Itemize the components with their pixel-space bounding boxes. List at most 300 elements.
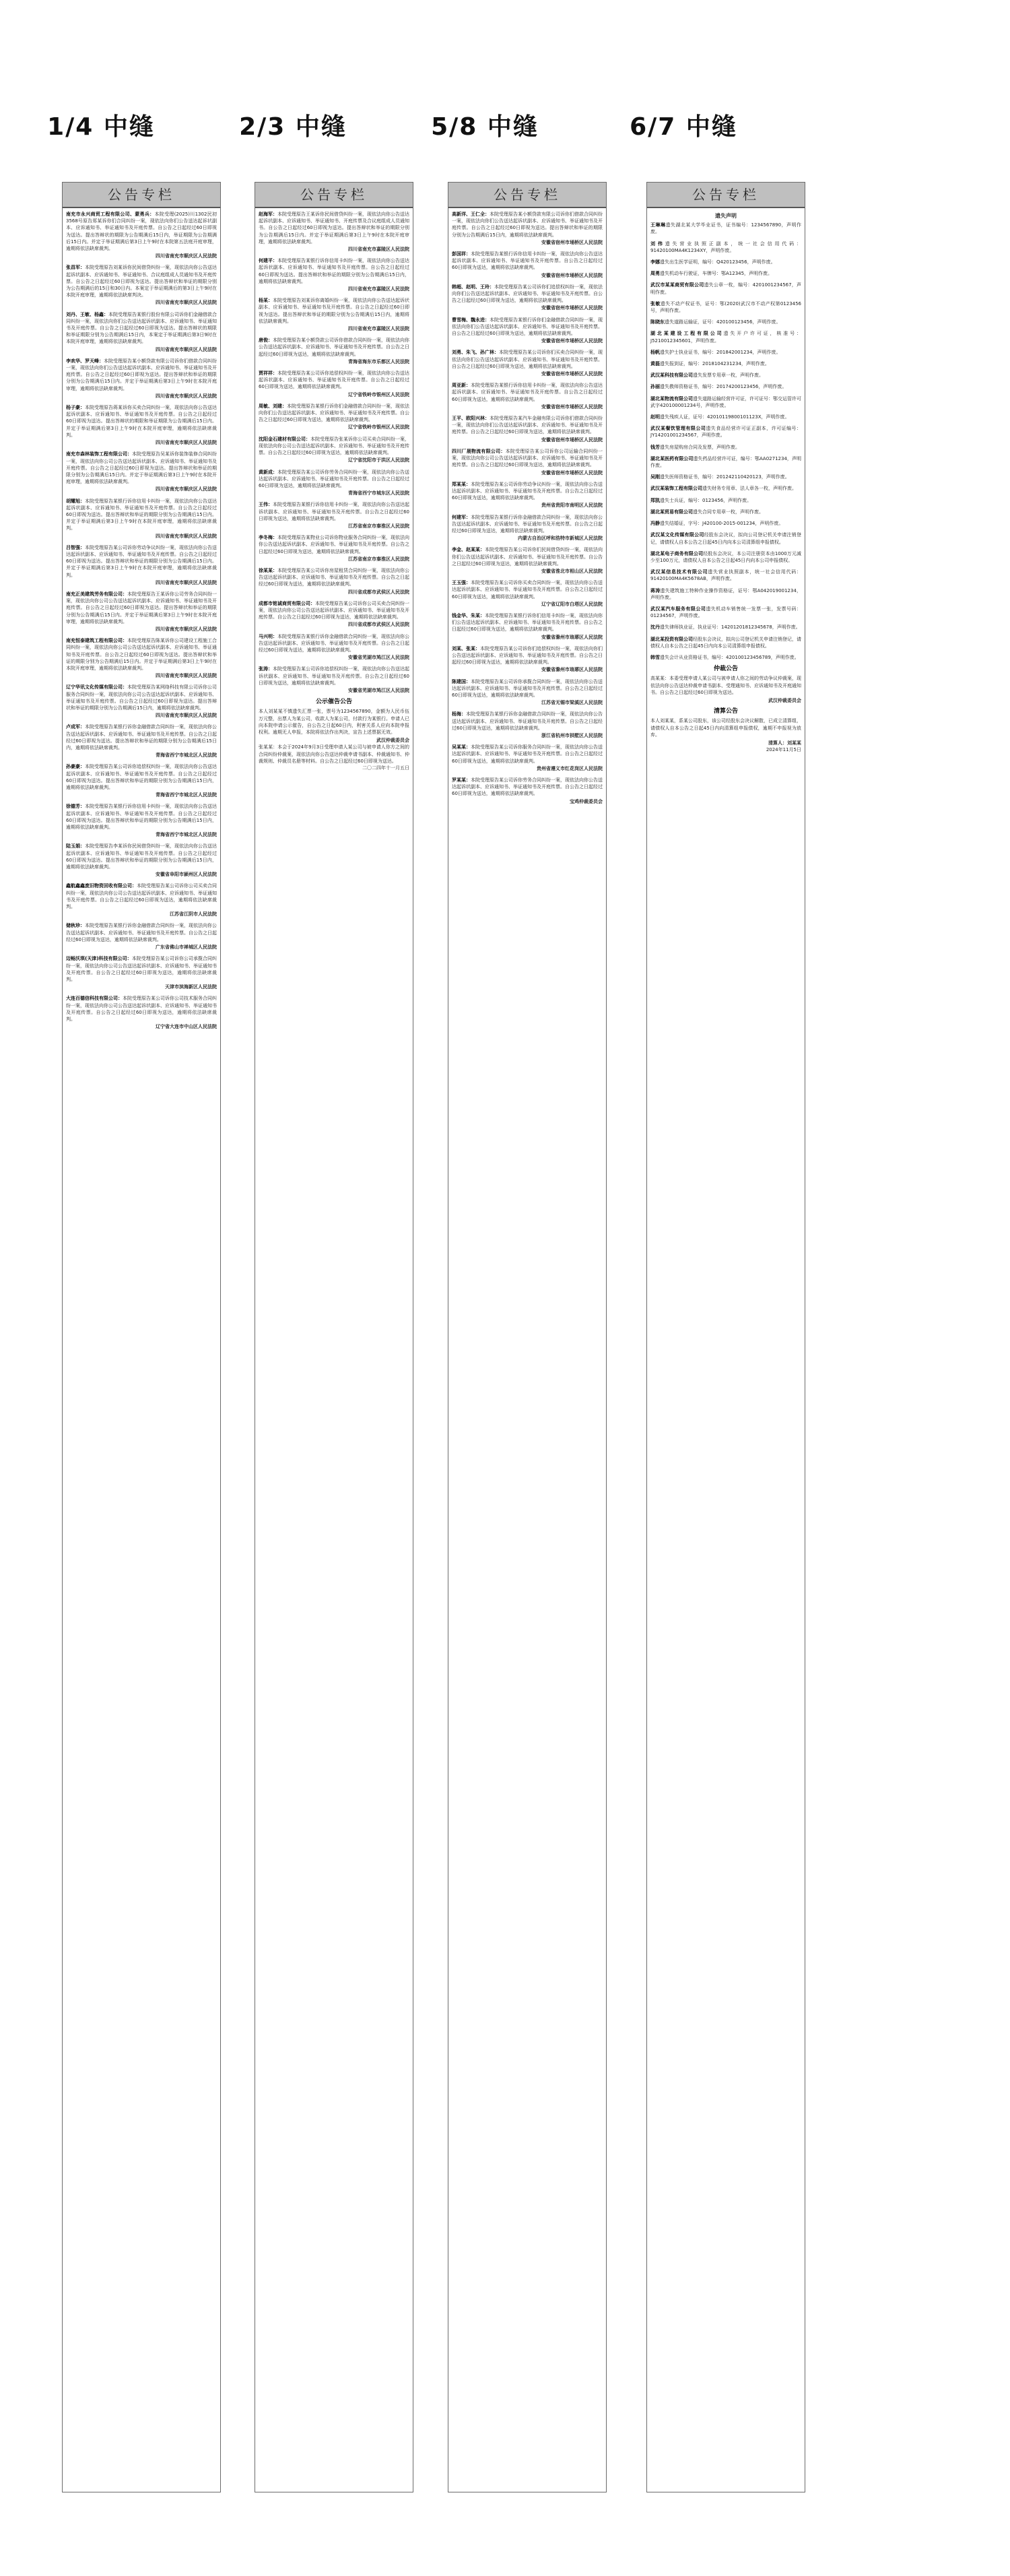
- notice-signature: 浙江省杭州市拱墅区人民法院: [541, 733, 603, 738]
- notice-item: [259, 600, 409, 629]
- notice-text: [452, 211, 603, 238]
- notice-body: 本院受理原告陈某诉你公司建设工程施工合同纠纷一案，现依法向你公司公告送达起诉状副本、应诉通知书、举证通知书及开庭传票。自公告之日起经过60日即视为送达。提出答辩状和举证的期限分别为公告期满后15日内。并定于举证期满后第3日上午9时在本院开庭审理，逾期将依法缺席裁判。: [66, 638, 217, 671]
- notice-signature: 四川省南充市顺庆区人民法院: [156, 673, 217, 679]
- notice-signature: 安徽省宿州市埇桥区人民法院: [541, 404, 603, 410]
- notice-text: [452, 678, 603, 699]
- notice-text: [66, 451, 217, 485]
- notice-signature: 安徽省宿州市埇桥区人民法院: [541, 305, 603, 311]
- notice-addressee: 李欢华、罗天峰：: [66, 358, 104, 364]
- notice-signature: 江苏省无锡市梁溪区人民法院: [541, 700, 603, 706]
- notice-body: 遗失建筑施工特种作业操作资格证，证号：鄂A042019001234，声明作废。: [650, 587, 802, 600]
- notice-text: [66, 882, 217, 910]
- notice-signature: 辽宁省大连市中山区人民法院: [156, 1024, 217, 1030]
- notice-addressee: 大连百德信科技有限公司：: [66, 996, 123, 1002]
- notice-body: 本院受理原告某银行诉你们金融借款合同纠纷一案，现依法向你们公告送达起诉状副本、应诉通知书、举证通知书及开庭传票。自公告之日起经过60日即视为送达，逾期将依法缺席裁判。: [452, 317, 603, 337]
- notice-addressee: 杨某：: [259, 298, 273, 304]
- notice-body: 遗失湖北某大学毕业证书，证书编号：1234567890，声明作废。: [650, 222, 801, 235]
- notice-text: [259, 211, 409, 245]
- notice-signature: 四川省南充市顺庆区人民法院: [156, 579, 217, 585]
- notice-signature: 内蒙古自治区呼和浩特市新城区人民法院: [518, 536, 603, 542]
- notice-signature: 安徽省滁州市琅琊区人民法院: [541, 634, 603, 640]
- notice-addressee: 何建平：: [259, 258, 277, 264]
- notice-body: 本院受理原告张某诉你公司买卖合同纠纷一案，现依法向你公司公告送达起诉状副本、应诉通知书、举证通知书及开庭传票。自公告之日起经过60日即视为送达，逾期将依法缺席裁判。: [259, 436, 409, 456]
- notice-text: [650, 300, 801, 314]
- notice-addressee: 张涛：: [259, 666, 273, 672]
- notice-addressee: 钱芳: [650, 444, 660, 450]
- notice-body: 遗失医师资格证书，编号：201242110420123，声明作废。: [660, 474, 790, 480]
- notice-body: 本院受理原告某银行诉你信用卡纠纷一案，现依法向你公告送达起诉状副本、应诉通知书、举证通知书及开庭传票。自公告之日起经过60日即视为送达。提出答辩状和举证的期限分别为公告期满后15日内，逾期将依法缺席裁判。: [66, 804, 217, 831]
- notice-column-1: [62, 182, 221, 2492]
- column-header: 公告专栏: [63, 183, 220, 208]
- notice-body: 本院受理原告某银行诉你信用卡纠纷一案，现依法向你公告送达起诉状副本、应诉通知书、举证通知书及开庭传票。自公告之日起经过60日即视为送达，逾期将依法缺席裁判。: [452, 251, 603, 271]
- notice-signature: 四川省南充市嘉陵区人民法院: [348, 326, 409, 332]
- notice-body: 遗失残疾人证，证号：42010119800101123X，声明作废。: [660, 414, 790, 420]
- notice-text: [66, 922, 217, 943]
- notice-signature: 四川省南充市顺庆区人民法院: [156, 440, 217, 446]
- notice-addressee: 孙丽: [650, 384, 660, 390]
- notice-body: 本院受理原告某银行诉你们金融借款合同纠纷一案，现依法向你们公告送达起诉状副本、应诉通知书、举证通知书及开庭传票。自公告之日起经过60日即视为送达，逾期将依法缺席裁判。: [259, 403, 409, 423]
- notice-body: 本院受理原告某公司诉你追偿权纠纷一案，现依法向你公告送达起诉状副本、应诉通知书、举证通知书及开庭传票。自公告之日起经过60日即视为送达，逾期将依法缺席裁判。: [259, 371, 409, 390]
- notice-signature: 青海省西宁市城北区人民法院: [156, 832, 217, 838]
- notice-text: [66, 843, 217, 870]
- block-text: 高某某：本委受理申请人某公司与被申请人你之间的劳动争议仲裁案，现依法向你公告送达仲裁申请书副本、受理通知书、应诉通知书及开庭通知书。自公告之日起经过60日即视为送达。: [650, 676, 801, 695]
- notice-signature: 四川省南充市嘉陵区人民法院: [348, 247, 409, 253]
- notice-addressee: 吴某某：: [452, 744, 471, 750]
- notice-item: [66, 544, 217, 586]
- notice-body: 本院受理原告某银行诉你信用卡纠纷一案，现依法向你公告送达起诉状副本、应诉通知书、举证通知书及开庭传票。自公告之日起经过60日即视为送达，逾期将依法缺席裁判。: [259, 502, 409, 521]
- column-body: [647, 208, 805, 761]
- column-body: [255, 208, 413, 779]
- notice-item: [452, 514, 603, 542]
- notice-item: [650, 569, 801, 582]
- notice-addressee: 吕智强：: [66, 544, 85, 550]
- notice-item: [66, 498, 217, 540]
- notice-signature: 天津市滨海新区人民法院: [165, 984, 217, 990]
- notice-item: [452, 777, 603, 805]
- notice-addressee: 湖北某物流有限公司: [650, 395, 693, 401]
- block-signature-2: 清算人：刘某某: [768, 740, 801, 746]
- notice-body: 本院受理原告某公司诉你公司买卖合同纠纷一案，现依法向你公司公告送达起诉状副本、应诉通知书、举证通知书及开庭传票。自公告之日起经过60日即视为送达，逾期将依法缺席裁判。: [259, 600, 409, 620]
- notice-text: [66, 544, 217, 579]
- notice-text: [66, 637, 217, 672]
- notice-body: 遗失不动产权证书，证号：鄂(2020)武汉市不动产权第0123456号，声明作废。: [650, 300, 802, 314]
- notice-addressee: 杨子豪：: [66, 405, 85, 411]
- block-title-2: 清算公告: [713, 708, 738, 715]
- notice-item: [66, 803, 217, 838]
- notice-item: [259, 370, 409, 398]
- notice-signature: 安徽省淮北市相山区人民法院: [541, 568, 603, 574]
- notice-signature: 四川省成都市武侯区人民法院: [348, 589, 409, 595]
- notice-body: 遗失机动车销售统一发票一张，发票号码：01234567，声明作废。: [650, 606, 802, 619]
- notice-body: 遗失合同专用章一枚，声明作废。: [693, 509, 764, 515]
- notice-item: [650, 259, 801, 265]
- notice-text: [650, 330, 801, 344]
- notice-item: [650, 550, 801, 564]
- notice-item: [650, 509, 801, 515]
- notice-item: [452, 546, 603, 575]
- notice-item: [650, 444, 801, 451]
- notice-item: [650, 222, 801, 235]
- notice-text: [650, 474, 801, 480]
- notice-item: [452, 678, 603, 707]
- notice-text: [650, 455, 801, 469]
- notice-body: 遗失士兵证，编号：0123456，声明作废。: [660, 497, 752, 503]
- col-label-3: 5/8 中缝: [431, 113, 539, 141]
- notice-addressee: 孙豪豪：: [66, 764, 85, 770]
- notice-body: 遗失开户许可证，核准号：J5210012345601，声明作废。: [650, 331, 801, 344]
- notice-body: 遗失公章一枚，编号：4201001234567，声明作废。: [650, 282, 801, 295]
- notice-text: [650, 282, 801, 295]
- notice-addressee: 湖北某建设工程有限公司: [650, 331, 724, 337]
- notice-text: [650, 349, 801, 356]
- notice-body: 本院受理原告某公司诉你买卖合同纠纷一案，现依法向你公告送达起诉状副本、应诉通知书、举证通知书及开庭传票。自公告之日起经过60日即视为送达，逾期将依法缺席裁判。: [452, 580, 603, 600]
- notice-text: [452, 744, 603, 765]
- notice-signature: 广东省佛山市禅城区人民法院: [156, 944, 217, 951]
- notice-signature: 青海省西宁市城北区人民法院: [156, 752, 217, 759]
- notice-item: [452, 612, 603, 641]
- notice-text: [66, 955, 217, 983]
- notice-addressee: 湖北某医药有限公司: [650, 455, 694, 461]
- notice-text: [650, 520, 801, 527]
- notice-addressee: 赵海军：: [259, 212, 277, 217]
- notice-addressee: 唐俊：: [259, 337, 273, 344]
- notice-item: [650, 240, 801, 254]
- notice-text: [259, 666, 409, 686]
- notice-text: [452, 645, 603, 666]
- notice-signature: 青海省西宁市城东区人民法院: [348, 490, 409, 496]
- notice-signature: 辽宁省辽阳市白塔区人民法院: [541, 601, 603, 607]
- block-title: 公示催告公告: [315, 699, 352, 706]
- notice-item: [259, 469, 409, 497]
- notice-addressee: 吴刚: [650, 474, 660, 480]
- notice-body: 本院受理原告某公司诉你公司运输合同纠纷一案，现依法向你公司公告送达起诉状副本、应诉通知书、举证通知书及开庭传票。自公告之日起经过60日即视为送达，逾期将依法缺席裁判。: [452, 448, 603, 468]
- notice-addressee: 迈畅沃琪(天津)科技有限公司：: [66, 956, 132, 962]
- notice-signature: 青海省西宁市城北区人民法院: [156, 792, 217, 798]
- notice-item: [66, 637, 217, 679]
- notice-text: [650, 395, 801, 409]
- notice-body: 本院受理原告某银行诉你金融借款合同纠纷一案，现依法向你公告送达起诉状副本、应诉通知书、举证通知书及开庭传票。自公告之日起经过60日即视为送达，逾期将依法缺席裁判。: [452, 514, 603, 534]
- notice-text: [66, 995, 217, 1023]
- notice-body: 遗失护士执业证书，编号：201842001234，声明作废。: [660, 349, 781, 355]
- notice-addressee: 武汉市某某商贸有限公司: [650, 282, 704, 288]
- notice-body: 遗失机动车行驶证，车牌号：鄂A12345，声明作废。: [660, 271, 773, 277]
- notice-text: [452, 317, 603, 337]
- notice-item: [650, 474, 801, 480]
- notice-item: [66, 955, 217, 990]
- notice-text: [650, 414, 801, 420]
- notice-text: [452, 777, 603, 798]
- notice-body: 遗失出生医学证明，编号：Q420123456，声明作废。: [660, 259, 776, 265]
- col-label-4: 6/7 中缝: [630, 113, 737, 141]
- notice-item: [259, 297, 409, 332]
- notice-signature: 安徽省宿州市埇桥区人民法院: [541, 470, 603, 476]
- notice-column-4: [646, 182, 805, 2492]
- notice-signature: 安徽省宿州市埇桥区人民法院: [541, 437, 603, 443]
- notice-body: 本院受理原告王某诉你公司劳务合同纠纷一案，现依法向你公司公告送达起诉状副本、应诉通知书、举证通知书及开庭传票。自公告之日起经过60日即视为送达。提出答辩状和举证的期限分别为公告期满后15日内。并定于举证期满后第3日上午9时在本院开庭审理，逾期将依法缺席裁判。: [66, 591, 217, 624]
- notice-item: [650, 624, 801, 631]
- notice-item: [650, 425, 801, 439]
- notice-body: 本院受理原告某公司诉你们追偿权纠纷一案，现依法向你们公告送达起诉状副本、应诉通知书、举证通知书及开庭传票。自公告之日起经过60日即视为送达，逾期将依法缺席裁判。: [452, 284, 603, 304]
- notice-column-3: [448, 182, 607, 2492]
- notice-text: [259, 633, 409, 654]
- col-label-1: 1/4 中缝: [47, 113, 155, 141]
- notice-item: [650, 319, 801, 325]
- notice-item: [66, 264, 217, 306]
- notice-addressee: 辽宁华讯文化传媒有限公司：: [66, 684, 127, 690]
- notice-body: 本院受理原告某公司诉你劳务合同纠纷一案，现依法向你公告送达起诉状副本、应诉通知书、举证通知书及开庭传票。自公告之日起经过60日即视为送达，逾期将依法缺席裁判。: [259, 469, 409, 488]
- notice-text: [452, 579, 603, 600]
- notice-text: [650, 550, 801, 564]
- block-signature: 武汉仲裁委员会: [376, 738, 409, 744]
- notice-item: [259, 666, 409, 694]
- notice-item: [259, 633, 409, 662]
- notice-addressee: 刘丹、王敏、杨鑫：: [66, 311, 108, 317]
- notice-item: [650, 300, 801, 314]
- notice-body: 本院受理原告某银行诉你金融借款合同纠纷一案，现依法向你公告送达起诉状副本、应诉通知书、举证通知书及开庭传票。自公告之日起经过60日即视为送达，逾期将依法缺席裁判。: [66, 923, 217, 942]
- notice-item: [66, 211, 217, 259]
- notice-text: [650, 485, 801, 492]
- notice-addressee: 南充市永兴商贸工程有限公司、蒙勇兵：: [66, 212, 155, 217]
- notice-text: [452, 546, 603, 567]
- notice-addressee: 陆玉娟：: [66, 843, 85, 849]
- notice-signature: 安徽省宿州市埇桥区人民法院: [541, 371, 603, 377]
- notice-addressee: 冯静: [650, 521, 660, 527]
- notice-signature: 四川省南充市顺庆区人民法院: [156, 486, 217, 492]
- block-text-2: 本人刘某某，系某公司股东，该公司经股东会决议解散，已成立清算组，请债权人自本公告之日起45日内向清算组申报债权，逾期不申报视为放弃。: [650, 718, 801, 738]
- notice-item: [650, 455, 801, 469]
- notice-body: 本院受理原告某银行诉你信用卡纠纷一案，现依法向你公告送达起诉状副本、应诉通知书、举证通知书及开庭传票。自公告之日起经过60日即视为送达。提出答辩状和举证的期限分别为公告期满后15日内。并定于举证期满后第3日上午9时在本院开庭审理，逾期将依法缺席裁判。: [66, 498, 217, 532]
- notice-text: [452, 382, 603, 403]
- notice-text: [66, 264, 217, 298]
- notice-item: [650, 349, 801, 356]
- notice-addressee: 罗某某：: [452, 777, 471, 783]
- notice-addressee: 王平、欧阳兴林：: [452, 416, 490, 422]
- notice-text: [452, 349, 603, 370]
- notice-item: [66, 684, 217, 719]
- notice-text: [452, 415, 603, 436]
- notice-item: [650, 395, 801, 409]
- notice-body: 本院受理原告某公司诉你服务合同纠纷一案，现依法向你公告送达起诉状副本、应诉通知书、举证通知书及开庭传票。自公告之日起经过60日即视为送达，逾期将依法缺席裁判。: [452, 744, 603, 764]
- notice-body: 本院受理原告刘某诉你民间借贷纠纷一案，现依法向你公告送达起诉状副本、应诉通知书、举证通知书、合议庭组成人员通知书及开庭传票。自公告之日起经过60日即视为送达。提出答辩状和举证的期限分别为公告期满后的15日和30日内。本案定于举证期满后的第3日上午9时在本院开庭审理，逾期将依法缺席判决。: [66, 265, 217, 298]
- notice-addressee: 储秋珍：: [66, 923, 85, 929]
- notice-text: [650, 569, 801, 582]
- notice-addressee: 赵明: [650, 414, 660, 420]
- notice-item: [259, 337, 409, 365]
- notice-body: 遗失营业执照正副本，统一社会信用代码：91420100MA4K1234XY，声明作废。: [650, 240, 802, 253]
- notice-body: 本院受理原告某银行诉你金融借款合同纠纷一案，现依法向你公告送达起诉状副本、应诉通知书、举证通知书及开庭传票。自公告之日起经过60日即视为送达，逾期将依法缺席裁判。: [259, 633, 409, 653]
- notice-signature: 辽宁省铁岭市银州区人民法院: [348, 424, 409, 430]
- notice-item: [66, 451, 217, 492]
- notice-body: 本院受理原告某小额贷款有限公司诉你们借款合同纠纷一案，现依法向你们公告送达起诉状副本、应诉通知书、举证通知书及开庭传票。自公告之日起经过60日即视为送达。提出答辩状和举证的期限分别为公告期满后15日内，逾期将依法缺席裁判。: [452, 212, 603, 238]
- block-date: 2024年11月5日: [766, 747, 801, 753]
- notice-addressee: 刘勇、朱飞、孙广林：: [452, 350, 499, 356]
- notice-body: 本院受理原告某公司诉你们买卖合同纠纷一案，现依法向你们公告送达起诉状副本、应诉通知书、举证通知书及开庭传票。自公告之日起经过60日即视为送达，逾期将依法缺席裁判。: [452, 350, 603, 369]
- notice-body: 本院受理原告某银行诉你信用卡纠纷一案，现依法向你公告送达起诉状副本、应诉通知书、举证通知书及开庭传票。自公告之日起经过60日即视为送达，逾期将依法缺席裁判。: [452, 383, 603, 402]
- notice-item: [650, 606, 801, 619]
- notice-item: [650, 654, 801, 661]
- notice-body: 遗失结婚证，字号：J420100-2015-001234，声明作废。: [660, 521, 784, 527]
- notice-text: [452, 251, 603, 271]
- notice-text: [259, 436, 409, 457]
- notice-signature: 宝鸡仲裁委员会: [570, 798, 603, 804]
- notice-text: [66, 404, 217, 439]
- notice-signature: 四川省南充市顺庆区人民法院: [156, 300, 217, 306]
- notice-addressee: 李娜: [650, 259, 660, 265]
- notice-text: [650, 372, 801, 379]
- notice-body: 本院受理原告某银行诉你信用卡纠纷一案，现依法向你公告送达起诉状副本、应诉通知书、举证通知书及开庭传票。自公告之日起经过60日即视为送达。提出答辩状和举证的期限分别为公告期满后15日内，逾期将依法缺席裁判。: [259, 258, 409, 284]
- notice-body: 本院受理原告某小额贷款公司诉你借款合同纠纷一案，现依法向你公告送达起诉状副本、应诉通知书、举证通知书及开庭传票。自公告之日起经过60日即视为送达，逾期将依法缺席裁判。: [259, 337, 409, 357]
- notice-signature: 辽宁省铁岭市银州区人民法院: [348, 391, 409, 397]
- notice-addressee: 成都市铭诚商贸有限公司：: [259, 600, 315, 606]
- notice-signature: 四川省南充市嘉陵区人民法院: [348, 286, 409, 292]
- notice-text: [259, 534, 409, 555]
- notice-signature: 安徽省宿州市埇桥区人民法院: [541, 338, 603, 344]
- notice-item: [452, 415, 603, 443]
- notice-text: [650, 259, 801, 265]
- notice-body: 遗失会计从业资格证书，编号：420100123456789，声明作废。: [660, 654, 799, 660]
- notice-signature: 贵州省遵义市红花岗区人民法院: [537, 765, 603, 771]
- notice-body: 遗失道路运输经营许可证，许可证号：鄂交运管许可武字420100001234号，声明作废。: [650, 395, 801, 408]
- notice-addressee: 周敏、刘建：: [259, 403, 287, 409]
- notice-body: 本院受理原告某公司诉你们追偿权纠纷一案，现依法向你们公告送达起诉状副本、应诉通知书、举证通知书及开庭传票。自公告之日起经过60日即视为送达，逾期将依法缺席裁判。: [452, 645, 603, 666]
- notice-item: [650, 414, 801, 420]
- notice-item: [452, 382, 603, 410]
- column-body: [448, 208, 606, 812]
- notice-item: [452, 481, 603, 509]
- notice-addressee: 徐德芳：: [66, 804, 85, 810]
- notice-body: 本院受理原告某公司诉你劳动争议纠纷一案，现依法向你公告送达起诉状副本、应诉通知书、举证通知书及开庭传票。自公告之日起经过60日即视为送达。提出答辩状和举证的期限分别为公告期满后15日内。并定于举证期满后第3日上午9时在本院开庭审理，逾期将依法缺席裁判。: [66, 544, 217, 578]
- notice-item: [452, 211, 603, 246]
- notice-text: [452, 612, 603, 633]
- notice-item: [259, 403, 409, 431]
- notice-item: [650, 372, 801, 379]
- notice-signature: 安徽省阜阳市颍州区人民法院: [156, 872, 217, 878]
- notice-text: [650, 240, 801, 254]
- notice-addressee: 郑某某：: [452, 481, 471, 487]
- notice-body: 遗失食品经营许可证正副本，许可证编号：JY14201001234567，声明作废。: [650, 426, 802, 439]
- notice-item: [650, 485, 801, 492]
- notice-addressee: 武汉某科技有限公司: [650, 373, 693, 379]
- notice-body: 遗失发票专用章一枚，声明作废。: [693, 373, 764, 379]
- notice-text: [66, 684, 217, 711]
- notice-body: 经股东会决议，拟向公司登记机关申请注销登记，请债权人自本公告之日起45日内向本公司清算组申报债权。: [650, 532, 802, 545]
- notice-text: [66, 591, 217, 625]
- notice-addressee: 湖北某贸易有限公司: [650, 509, 693, 515]
- notice-text: [452, 514, 603, 535]
- notice-text: [650, 606, 801, 619]
- notice-text: [259, 337, 409, 358]
- notice-signature: 安徽省芜湖市鸠江区人民法院: [348, 687, 409, 693]
- notice-addressee: 陈建国：: [452, 678, 471, 684]
- notice-item: [650, 383, 801, 390]
- notice-text: [650, 270, 801, 277]
- notice-text: [66, 498, 217, 532]
- notice-text: [259, 469, 409, 490]
- notice-addressee: 周亚新：: [452, 383, 471, 389]
- notice-body: 本院受理原告某物业公司诉你物业服务合同纠纷一案，现依法向你公告送达起诉状副本、应诉通知书、举证通知书及开庭传票。自公告之日起经过60日即视为送达，逾期将依法缺席裁判。: [259, 535, 409, 554]
- notice-addressee: 陈晓东: [650, 319, 665, 325]
- notice-item: [66, 922, 217, 951]
- notice-signature: 安徽省宿州市埇桥区人民法院: [541, 239, 603, 245]
- notice-text: [452, 448, 603, 469]
- notice-addressee: 马兴明：: [259, 633, 277, 639]
- notice-body: 本院受理原告某小额贷款有限公司诉你们借款合同纠纷一案，现依法向你们公告送达起诉状副本、应诉通知书、举证通知书及开庭传票。自公告之日起经过60日即视为送达。提出答辩状和举证的期限分别为公告期满后15日内。并定于举证期满后第3日上午9时在本院开庭审理，逾期将依法缺席裁判。: [66, 358, 217, 391]
- notice-addressee: 彭国祥：: [452, 251, 471, 257]
- notice-addressee: 四川厂晟物流有限公司：: [452, 448, 506, 454]
- notice-body: 本院受理原告某公司诉你公司技术服务合同纠纷一案，现依法向你公司公告送达起诉状副本、应诉通知书、举证通知书及开庭传票。自公告之日起经过60日即视为送达，逾期将依法缺席裁判。: [66, 996, 217, 1022]
- block-text: 本人刘某某不慎遗失汇票一张，票号为1234567890，金额为人民币伍万元整，出票人为某公司，收款人为某公司，付款行为某银行。申请人已向本院申请公示催告，自公告之日起60日内，利害关系人应向本院申报权利。逾期无人申报，本院将依法作出判决，宣告上述票据无效。: [259, 709, 409, 735]
- block-signature: 武汉仲裁委员会: [768, 697, 801, 703]
- notice-item: [650, 497, 801, 504]
- notice-item: [452, 645, 603, 674]
- notice-body: 本院受理原告某公司诉你承揽合同纠纷一案，现依法向你公告送达起诉状副本、应诉通知书、举证通知书及开庭传票。自公告之日起经过60日即视为送达，逾期将依法缺席裁判。: [452, 678, 603, 698]
- notice-body: 遗失财务专用章、法人章各一枚，声明作废。: [702, 486, 797, 492]
- notice-body: 本院受理原告某银行诉你金融借款合同纠纷一案，现依法向你公告送达起诉状副本、应诉通知书、举证通知书及开庭传票。自公告之日起经过60日即视为送达，逾期将依法缺席裁判。: [452, 711, 603, 731]
- notice-body: 本院受理原告某公司诉你公司承揽合同纠纷一案，现依法向你公司公告送达起诉状副本、应诉通知书、举证通知书及开庭传票。自公告之日起经过60日即视为送达，逾期将依法缺席裁判。: [66, 956, 217, 982]
- notice-item: [66, 404, 217, 446]
- section-title: 遗失声明: [715, 213, 737, 219]
- notice-signature: 四川省成都市武侯区人民法院: [348, 622, 409, 628]
- notice-text: [650, 532, 801, 545]
- notice-column-2: [255, 182, 413, 2492]
- notice-body: 本院受理原告某公司诉你劳务合同纠纷一案，现依法向你公告送达起诉状副本、应诉通知书、举证通知书及开庭传票。自公告之日起经过60日即视为送达，逾期将依法缺席裁判。: [452, 777, 603, 797]
- notice-text: [66, 803, 217, 831]
- col-label-2: 2/3 中缝: [239, 113, 347, 141]
- notice-item: [452, 579, 603, 608]
- notice-body: 遗失营业执照副本，统一社会信用代码：91420100MA4K5678AB，声明作废。: [650, 569, 801, 582]
- notice-addressee: 张昌军：: [66, 265, 85, 271]
- notice-text: [66, 358, 217, 392]
- block-date: 二〇二四年十一月五日: [362, 765, 409, 771]
- notice-item: [259, 567, 409, 595]
- notice-addressee: 沈阳金石建材有限公司：: [259, 436, 310, 442]
- notice-addressee: 王玉强：: [452, 580, 471, 586]
- notice-addressee: 徐某某：: [259, 567, 277, 573]
- notice-body: 本院受理原告某汽车金融有限公司诉你们借款合同纠纷一案，现依法向你们公告送达起诉状副本、应诉通知书、举证通知书及开庭传票。自公告之日起经过60日即视为送达，逾期将依法缺席裁判。: [452, 416, 603, 435]
- notice-addressee: 湖北某电子商务有限公司: [650, 550, 704, 556]
- notice-item: [452, 284, 603, 312]
- notice-body: 遗失道路运输证，证号：420100123456，声明作废。: [665, 319, 781, 325]
- notice-addressee: 武汉某餐饮管理有限公司: [650, 426, 706, 432]
- notice-addressee: 高新洋、王仁全：: [452, 212, 490, 217]
- notice-text: [650, 509, 801, 515]
- notice-text: [650, 319, 801, 325]
- notice-body: 本院受理原告李某诉你民间借贷纠纷一案，现依法向你公告送达起诉状副本、应诉通知书、举证通知书及开庭传票。自公告之日起经过60日即视为送达。提出答辩状和举证的期限分别为公告期满后15日内，逾期将依法缺席裁判。: [66, 843, 217, 870]
- notice-body: 经股东会决议，本公司注册资本由1000万元减少至100万元，请债权人自本公告之日起45日内向本公司申报债权。: [650, 550, 801, 563]
- notice-body: 遗失律师执业证，执业证号：14201201812345678，声明作废。: [660, 624, 801, 631]
- notice-text: [66, 211, 217, 252]
- notice-addressee: 黄磊: [650, 361, 660, 367]
- notice-signature: 四川省南充市顺庆区人民法院: [156, 533, 217, 539]
- notice-text: [259, 403, 409, 424]
- notice-body: 本院受理原告蒋某诉你买卖合同纠纷一案，现依法向你公告送达起诉状副本、应诉通知书、举证通知书及开庭传票。自公告之日起经过60日即视为送达。提出答辩状的期限和举证期限为公告期满后15日内。并定于举证期满后第3日上午9时在本院开庭审理，逾期将依法缺席裁判。: [66, 405, 217, 438]
- notice-signature: 四川省南充市顺庆区人民法院: [156, 393, 217, 399]
- notice-signature: 四川省南充市顺庆区人民法院: [156, 253, 217, 259]
- notice-item: [66, 311, 217, 353]
- notice-addressee: 杨海：: [452, 711, 466, 717]
- notice-body: 遗失报到证，编号：2018104231234，声明作废。: [660, 361, 770, 367]
- notice-addressee: 何建军：: [452, 514, 471, 520]
- notice-item: [452, 317, 603, 345]
- notice-signature: 江苏省南京市秦淮区人民法院: [348, 556, 409, 562]
- notice-body: 本院受理原告吴某诉你装饰装修合同纠纷一案，现依法向你公司公告送达起诉状副本、应诉通知书、举证通知书及开庭传票。自公告之日起经过60日即视为送达。提出答辩状和举证的期限分别为公告期满后15日内。并定于举证期满后第3日上午9时在本院开庭审理，逾期将依法缺席裁判。: [66, 451, 217, 485]
- notice-body: 本院受理原告某公司诉你追偿权纠纷一案，现依法向你公告送达起诉状副本、应诉通知书、举证通知书及开庭传票。自公告之日起经过60日即视为送达。提出答辩状和举证的期限分别为公告期满后15日内，逾期将依法缺席裁判。: [66, 764, 217, 791]
- notice-body: 本院受理原告某公司诉你公司买卖合同纠纷一案，现依法向你公司公告送达起诉状副本、应诉通知书、举证通知书及开庭传票。自公告之日起经过60日即视为送达，逾期将依法缺席裁判。: [66, 883, 217, 910]
- notice-body: 本院受理原告某银行股份有限公司诉你们金融借款合同纠纷一案，现依法向你们公告送达起诉状副本、应诉通知书、举证通知书及开庭传票。自公告之日起经过60日即视为送达。提出答辩状的期限和举证期限分别为公告期满后15日内，本案定于举证期满后第3日9时在本院开庭审理，逾期将依法缺席裁判。: [66, 311, 217, 345]
- notice-item: [259, 534, 409, 562]
- notice-text: [259, 600, 409, 621]
- notice-text: [650, 222, 801, 235]
